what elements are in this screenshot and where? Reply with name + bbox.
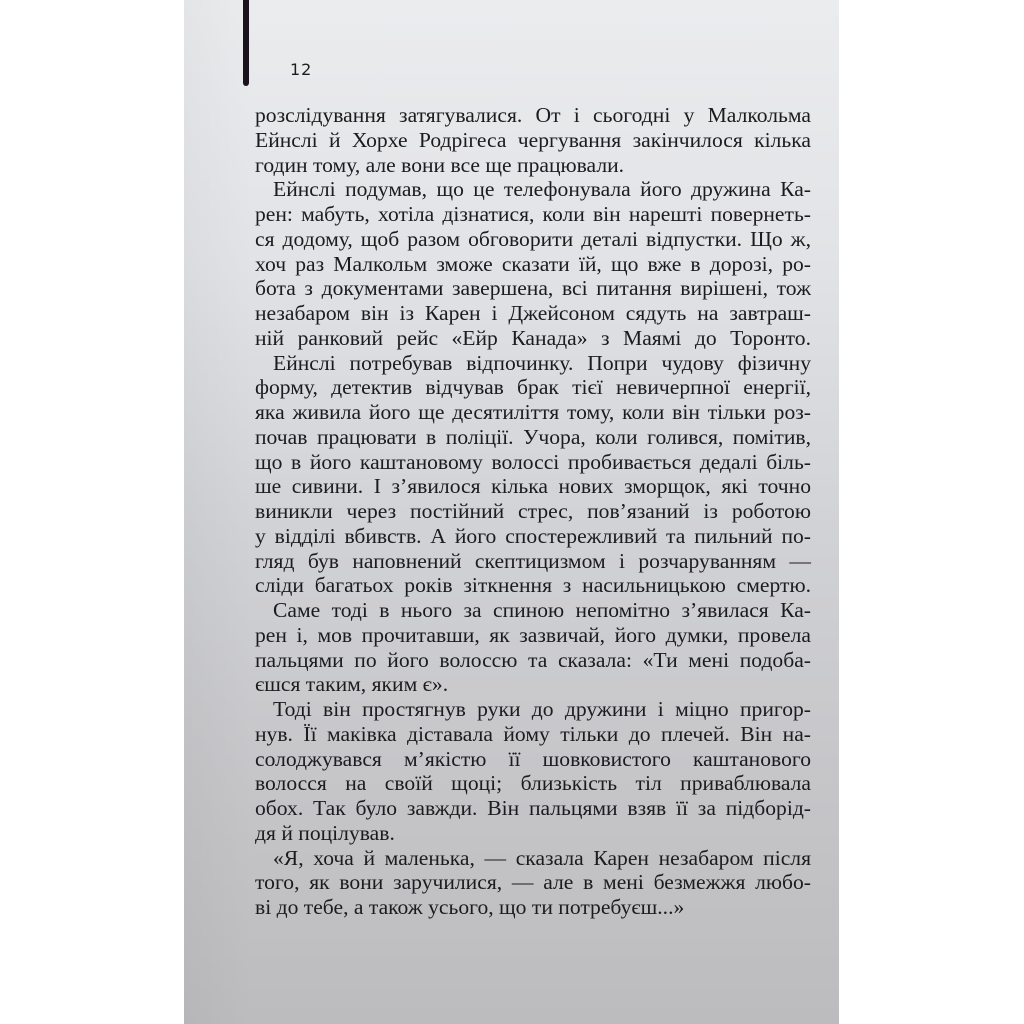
text-line: виникли через постійний стрес, пов’язаний із роботою (255, 499, 811, 523)
text-line: Саме тоді в нього за спиною непомітно з’явилася Ка- (273, 598, 811, 622)
text-line: ся додому, щоб разом обговорити деталі відпустки. Що ж, (255, 226, 811, 251)
paragraph-2 (255, 177, 811, 350)
paragraph-5 (255, 697, 811, 846)
text-line: сліди багатьох років зіткнення з насильницькою смертю. (255, 573, 811, 598)
text-line: пальцями по його волоссю та сказала: «Ти мені подоба- (255, 647, 811, 672)
paragraph-1 (255, 103, 811, 177)
text-line: того, як вони заручилися, — але в мені безмежжя любо- (255, 870, 811, 895)
text-line: годин тому, але вони все ще працювали. (255, 152, 625, 177)
chapter-thumb-tab (243, 0, 249, 86)
text-line: рен: мабуть, хотіла дізнатися, коли він нарешті повернеть- (255, 202, 811, 226)
text-line: Ейнслі й Хорхе Родрігеса чергування закінчилося кілька (255, 127, 811, 152)
text-line: яка живила його ще десятиліття тому, коли він тільки роз- (255, 400, 811, 424)
text-line: ній ранковий рейс «Ейр Канада» з Маямі до Торонто. (255, 325, 811, 350)
text-line: ві до тебе, а також усього, що ти потребуєш...» (255, 895, 685, 919)
text-line: почав працювати в поліції. Учора, коли голився, помітив, (255, 424, 811, 449)
text-line: бота з документами завершена, всі питання вирішені, тож (255, 276, 811, 301)
text-line: дя й поцілував. (255, 820, 395, 845)
text-line: обох. Так було завжди. Він пальцями взяв її за підборід- (255, 796, 811, 820)
text-line: Тоді він простягнув руки до дружини і міцно пригор- (273, 697, 811, 721)
text-line: у відділі вбивств. А його спостережливий та пильний по- (255, 523, 811, 548)
text-line: хоч раз Малкольм зможе сказати їй, що вже в дорозі, ро- (255, 251, 811, 276)
text-line: гляд був наповнений скептицизмом і розчаруванням — (255, 548, 811, 573)
text-line: нув. Її маківка діставала йому тільки до плечей. Він на- (255, 721, 811, 746)
paragraph-6 (255, 846, 811, 920)
text-line: форму, детектив відчував брак тієї невичерпної енергії, (255, 375, 811, 400)
text-line: Ейнслі потребував відпочинку. Попри чудову фізичну (273, 350, 811, 375)
text-line: Ейнслі подумав, що це телефонувала його дружина Ка- (273, 177, 811, 202)
paragraph-3 (255, 351, 811, 599)
text-line: солоджувався м’якістю її шовковистого каштанового (255, 746, 811, 771)
paragraph-4 (255, 598, 811, 697)
text-line: що в його каштановому волоссі пробивається дедалі біль- (255, 449, 811, 474)
text-line: розслідування затягувалися. От і сьогодні у Малкольма (255, 103, 811, 127)
text-line: незабаром він із Карен і Джейсоном сядуть на завтраш- (255, 301, 811, 325)
text-line: волосся на своїй щоці; близькість тіл приваблювала (255, 771, 811, 796)
text-line: єшся таким, яким є». (255, 672, 449, 697)
book-page (184, 0, 839, 1024)
text-line: рен і, мов прочитавши, як зазвичай, його думки, провела (255, 622, 811, 647)
page-number: 12 (290, 60, 313, 79)
text-line: «Я, хоча й маленька, — сказала Карен незабаром після (273, 845, 811, 870)
page-body-text (255, 103, 811, 920)
text-line: ше сивини. І з’явилося кілька нових зморщок, які точно (255, 474, 811, 499)
